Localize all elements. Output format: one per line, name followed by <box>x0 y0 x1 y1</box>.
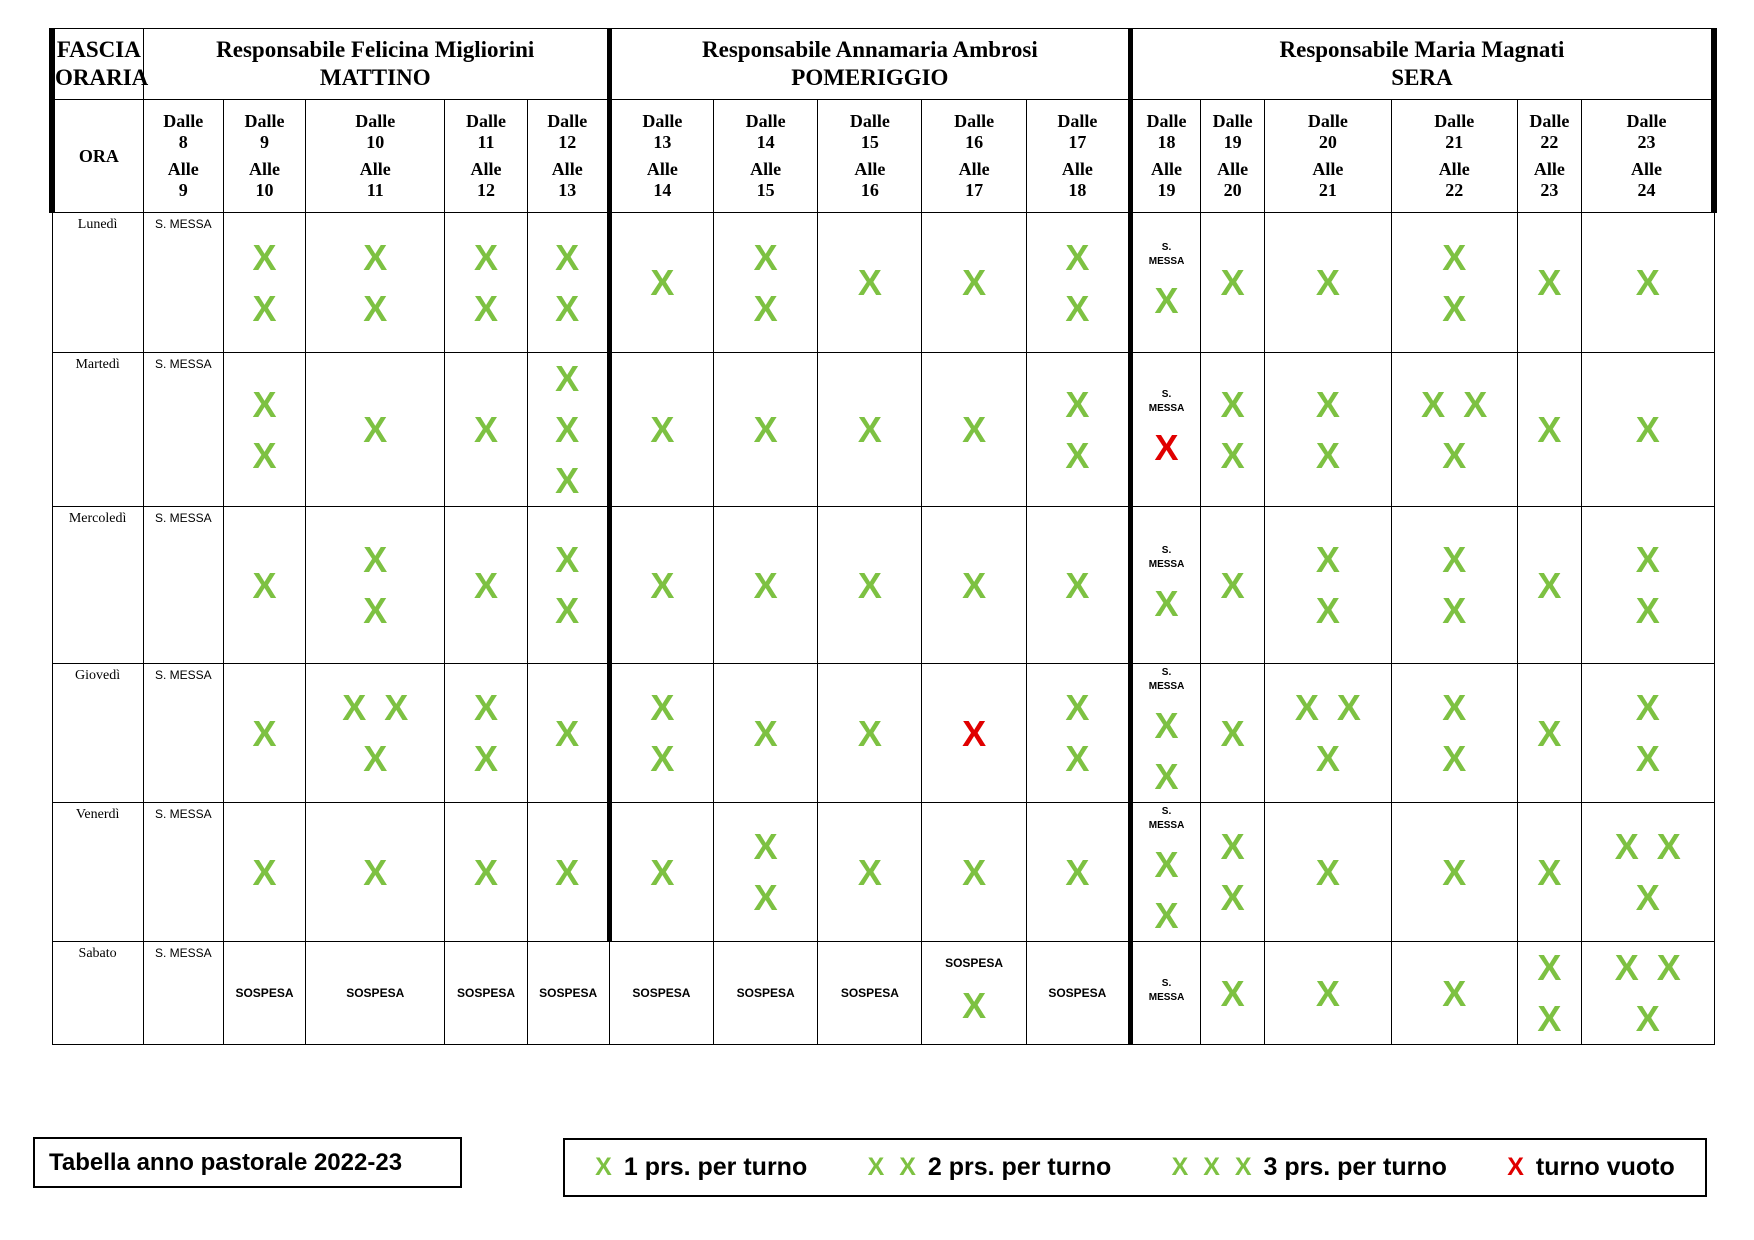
volunteer-mark: X <box>1442 738 1467 779</box>
shift-cell <box>1517 664 1581 803</box>
shift-cell <box>527 213 609 353</box>
volunteer-mark: X <box>363 409 388 450</box>
shift-cell <box>223 507 305 664</box>
volunteer-mark: X <box>1336 687 1361 728</box>
legend <box>563 1138 1707 1197</box>
shift-cell <box>1265 213 1391 353</box>
volunteer-mark: X <box>650 409 675 450</box>
shift-cell <box>1517 942 1581 1045</box>
volunteer-mark: X <box>1442 590 1467 631</box>
volunteer-mark: X <box>473 236 498 278</box>
table-title-box: Tabella anno pastorale 2022-23 <box>33 1137 462 1188</box>
volunteer-mark: X <box>1442 687 1467 728</box>
shift-cell <box>306 507 445 664</box>
hour-header: Dalle 17 Alle 18 <box>1026 100 1130 213</box>
volunteer-mark: X <box>1315 539 1340 580</box>
volunteer-mark: X <box>1442 851 1467 893</box>
shift-cell <box>1130 803 1200 942</box>
shift-cell <box>306 803 445 942</box>
volunteer-mark: X <box>650 564 675 606</box>
volunteer-mark: X <box>1294 687 1319 728</box>
shift-cell <box>922 664 1026 803</box>
empty-shift-mark: X <box>1154 427 1179 468</box>
volunteer-mark: X <box>384 687 409 728</box>
hour-header: Dalle 16 Alle 17 <box>922 100 1026 213</box>
volunteer-mark: X <box>857 262 882 303</box>
shift-cell <box>1026 942 1130 1045</box>
shift-cell <box>818 803 922 942</box>
volunteer-mark: X <box>753 712 778 754</box>
shift-cell <box>1581 803 1714 942</box>
messa-note: S. MESSA <box>1148 389 1185 414</box>
shift-cell <box>1391 664 1517 803</box>
volunteer-mark: X <box>1656 826 1681 867</box>
hour-header: Dalle 11 Alle 12 <box>445 100 527 213</box>
sospesa-label: SOSPESA <box>632 986 691 1000</box>
volunteer-mark: X <box>1635 998 1660 1039</box>
volunteer-mark: X <box>962 851 987 893</box>
volunteer-mark: X <box>252 236 277 278</box>
volunteer-mark: X <box>1315 262 1340 303</box>
shift-cell: S. MESSA <box>143 664 223 803</box>
group-pomeriggio-header: Responsabile Annamaria Ambrosi POMERIGGIO <box>609 29 1130 100</box>
volunteer-mark: X <box>1315 851 1340 893</box>
shift-cell <box>818 942 922 1045</box>
volunteer-mark: X <box>1635 590 1660 631</box>
shift-cell <box>818 353 922 507</box>
shift-cell <box>1391 213 1517 353</box>
volunteer-mark: X <box>753 877 778 918</box>
shift-cell <box>527 942 609 1045</box>
volunteer-mark: X <box>363 590 388 631</box>
volunteer-mark: X <box>555 851 580 893</box>
shift-cell <box>445 803 527 942</box>
day-row <box>52 213 1714 353</box>
volunteer-mark: X <box>1656 947 1681 988</box>
shift-cell <box>609 664 713 803</box>
volunteer-mark: X <box>1421 383 1446 425</box>
volunteer-mark: X <box>1537 998 1562 1039</box>
volunteer-mark: X <box>1154 756 1179 797</box>
volunteer-mark: X <box>650 262 675 303</box>
shift-cell <box>306 353 445 507</box>
volunteer-mark: X <box>753 826 778 867</box>
volunteer-mark: X <box>1065 738 1090 779</box>
shift-cell <box>922 507 1026 664</box>
shift-cell <box>609 353 713 507</box>
shift-cell <box>609 942 713 1045</box>
volunteer-mark: X <box>650 687 675 728</box>
shift-cell <box>1517 803 1581 942</box>
shift-cell <box>714 803 818 942</box>
shift-cell <box>306 213 445 353</box>
hour-header: Dalle 8 Alle 9 <box>143 100 223 213</box>
volunteer-mark: X <box>363 851 388 893</box>
empty-shift-mark: X <box>962 712 987 754</box>
shift-cell <box>1391 803 1517 942</box>
shift-cell <box>223 664 305 803</box>
volunteer-mark: X <box>1220 712 1245 754</box>
hour-header: Dalle 20 Alle 21 <box>1265 100 1391 213</box>
shift-cell <box>714 942 818 1045</box>
volunteer-mark: X <box>1635 687 1660 728</box>
volunteer-mark: X <box>1065 434 1090 476</box>
volunteer-mark: X <box>650 738 675 779</box>
shift-cell <box>527 507 609 664</box>
shift-cell <box>1517 353 1581 507</box>
volunteer-mark: X <box>1220 383 1245 425</box>
hour-header: Dalle 22 Alle 23 <box>1517 100 1581 213</box>
day-name: Lunedì <box>52 213 143 353</box>
sospesa-label: SOSPESA <box>945 955 1004 970</box>
shift-cell <box>1391 353 1517 507</box>
volunteer-mark: X <box>1635 409 1660 450</box>
hour-header: Dalle 10 Alle 11 <box>306 100 445 213</box>
shift-cell <box>1201 664 1265 803</box>
volunteer-mark: X <box>1154 582 1179 624</box>
volunteer-mark: X <box>555 287 580 329</box>
volunteer-mark: X <box>1154 895 1179 936</box>
volunteer-mark: X <box>857 564 882 606</box>
volunteer-mark: X <box>363 738 388 779</box>
sospesa-label: SOSPESA <box>1048 986 1107 1000</box>
volunteer-mark: X <box>962 984 987 1026</box>
volunteer-mark: X <box>252 383 277 425</box>
volunteer-mark: X <box>1154 705 1179 746</box>
volunteer-mark: X <box>1065 564 1090 606</box>
volunteer-mark: X <box>1315 434 1340 476</box>
volunteer-mark: X <box>252 851 277 893</box>
sospesa-label: SOSPESA <box>736 986 795 1000</box>
day-row <box>52 664 1714 803</box>
volunteer-mark: X <box>1537 947 1562 988</box>
volunteer-mark: X <box>1065 383 1090 425</box>
shift-cell <box>223 213 305 353</box>
legend-item <box>1172 1153 1447 1182</box>
shift-cell <box>714 664 818 803</box>
volunteer-mark: X <box>962 262 987 303</box>
hour-header: Dalle 9 Alle 10 <box>223 100 305 213</box>
shift-cell <box>1517 213 1581 353</box>
shift-cell <box>1130 353 1200 507</box>
volunteer-mark: X <box>252 564 277 606</box>
messa-note: S. MESSA <box>1148 667 1185 692</box>
shift-cell <box>818 507 922 664</box>
day-row <box>52 507 1714 664</box>
volunteer-mark: X <box>1220 877 1245 918</box>
legend-mark: X X <box>867 1153 920 1181</box>
volunteer-mark: X <box>1442 236 1467 278</box>
volunteer-mark: X <box>857 712 882 754</box>
hour-header: Dalle 13 Alle 14 <box>609 100 713 213</box>
day-name: Mercoledì <box>52 507 143 664</box>
volunteer-mark: X <box>555 358 580 399</box>
shift-cell <box>922 353 1026 507</box>
sospesa-label: SOSPESA <box>456 986 516 1000</box>
volunteer-mark: X <box>1537 712 1562 754</box>
shift-cell <box>527 353 609 507</box>
day-row <box>52 803 1714 942</box>
volunteer-mark: X <box>1614 826 1639 867</box>
shift-cell <box>1201 507 1265 664</box>
shift-cell <box>445 353 527 507</box>
volunteer-mark: X <box>363 539 388 580</box>
shift-cell <box>714 353 818 507</box>
volunteer-mark: X <box>555 712 580 754</box>
shift-cell <box>1581 213 1714 353</box>
volunteer-mark: X <box>1442 539 1467 580</box>
volunteer-mark: X <box>1537 262 1562 303</box>
volunteer-mark: X <box>1442 434 1467 476</box>
volunteer-mark: X <box>555 590 580 631</box>
shift-cell <box>922 803 1026 942</box>
shift-cell <box>922 942 1026 1045</box>
volunteer-mark: X <box>363 236 388 278</box>
day-name: Venerdì <box>52 803 143 942</box>
day-name: Sabato <box>52 942 143 1045</box>
shift-cell <box>527 664 609 803</box>
volunteer-mark: X <box>342 687 367 728</box>
legend-item <box>1507 1153 1675 1182</box>
shift-cell <box>1201 803 1265 942</box>
legend-text: turno vuoto <box>1535 1153 1675 1181</box>
shift-cell: S. MESSA <box>143 507 223 664</box>
volunteer-mark: X <box>252 434 277 476</box>
day-row <box>52 353 1714 507</box>
shift-cell <box>223 353 305 507</box>
volunteer-mark: X <box>1442 972 1467 1014</box>
volunteer-mark: X <box>1154 844 1179 885</box>
volunteer-mark: X <box>857 851 882 893</box>
shift-cell <box>527 803 609 942</box>
volunteer-mark: X <box>753 409 778 450</box>
volunteer-mark: X <box>753 287 778 329</box>
group-sera-header: Responsabile Maria Magnati SERA <box>1130 29 1714 100</box>
volunteer-mark: X <box>1220 434 1245 476</box>
shift-cell: S. MESSA <box>143 942 223 1045</box>
shift-cell: S. MESSA <box>143 803 223 942</box>
legend-text: 2 prs. per turno <box>927 1153 1112 1181</box>
day-row <box>52 942 1714 1045</box>
volunteer-mark: X <box>473 564 498 606</box>
volunteer-mark: X <box>1315 383 1340 425</box>
shift-cell <box>609 213 713 353</box>
shift-cell <box>818 213 922 353</box>
volunteer-mark: X <box>1537 851 1562 893</box>
hour-header: Dalle 21 Alle 22 <box>1391 100 1517 213</box>
volunteer-mark: X <box>1635 738 1660 779</box>
shift-cell <box>1201 353 1265 507</box>
volunteer-mark: X <box>1065 236 1090 278</box>
shift-cell: S. MESSA <box>143 353 223 507</box>
messa-note: S. MESSA <box>1148 544 1185 570</box>
shift-cell <box>1517 507 1581 664</box>
shift-cell: S. MESSA <box>143 213 223 353</box>
shift-cell <box>1265 353 1391 507</box>
volunteer-mark: X <box>1220 826 1245 867</box>
legend-item <box>595 1153 807 1182</box>
shift-cell <box>1265 664 1391 803</box>
shift-cell <box>445 664 527 803</box>
volunteer-mark: X <box>1635 877 1660 918</box>
shift-cell <box>445 213 527 353</box>
fascia-oraria-header: FASCIA ORARIA <box>52 29 143 100</box>
volunteer-mark: X <box>555 460 580 501</box>
legend-mark: X X X <box>1171 1153 1256 1181</box>
volunteer-mark: X <box>555 236 580 278</box>
shift-cell <box>1581 942 1714 1045</box>
volunteer-mark: X <box>1537 409 1562 450</box>
messa-note: S. MESSA <box>1148 806 1185 831</box>
volunteer-mark: X <box>473 738 498 779</box>
volunteer-mark: X <box>252 287 277 329</box>
sospesa-label: SOSPESA <box>840 986 899 1000</box>
sospesa-label: SOSPESA <box>346 986 405 1000</box>
shift-cell <box>1201 942 1265 1045</box>
volunteer-mark: X <box>1614 947 1639 988</box>
volunteer-mark: X <box>1065 851 1090 893</box>
volunteer-mark: X <box>753 564 778 606</box>
legend-mark: X <box>595 1153 616 1181</box>
shift-cell <box>1391 507 1517 664</box>
hour-header: Dalle 14 Alle 15 <box>714 100 818 213</box>
volunteer-mark: X <box>1315 972 1340 1014</box>
shift-cell <box>306 664 445 803</box>
volunteer-mark: X <box>1315 738 1340 779</box>
shift-cell <box>1265 507 1391 664</box>
legend-mark: X <box>1507 1153 1528 1181</box>
sospesa-label: SOSPESA <box>539 986 598 1000</box>
shift-cell <box>1265 942 1391 1045</box>
ora-header: ORA <box>52 100 143 213</box>
volunteer-mark: X <box>1065 687 1090 728</box>
volunteer-mark: X <box>962 409 987 450</box>
hour-header: Dalle 12 Alle 13 <box>527 100 609 213</box>
volunteer-mark: X <box>252 712 277 754</box>
volunteer-mark: X <box>1154 280 1179 321</box>
shift-cell <box>1026 353 1130 507</box>
shift-cell <box>1130 942 1200 1045</box>
volunteer-mark: X <box>473 851 498 893</box>
shift-cell <box>609 803 713 942</box>
volunteer-mark: X <box>650 851 675 893</box>
legend-text: 1 prs. per turno <box>623 1153 808 1181</box>
shift-cell <box>1201 213 1265 353</box>
day-name: Giovedì <box>52 664 143 803</box>
shift-cell <box>1581 353 1714 507</box>
shift-cell <box>609 507 713 664</box>
shift-cell <box>1391 942 1517 1045</box>
shift-cell <box>223 942 305 1045</box>
volunteer-mark: X <box>555 409 580 450</box>
shift-cell <box>714 507 818 664</box>
volunteer-mark: X <box>363 287 388 329</box>
volunteer-mark: X <box>1315 590 1340 631</box>
volunteer-mark: X <box>473 409 498 450</box>
hour-header: Dalle 19 Alle 20 <box>1201 100 1265 213</box>
volunteer-mark: X <box>857 409 882 450</box>
schedule-table <box>49 28 1717 1045</box>
volunteer-mark: X <box>753 236 778 278</box>
volunteer-mark: X <box>1220 262 1245 303</box>
volunteer-mark: X <box>1463 383 1488 425</box>
volunteer-mark: X <box>473 287 498 329</box>
shift-cell <box>818 664 922 803</box>
volunteer-mark: X <box>1220 972 1245 1014</box>
volunteer-mark: X <box>1635 539 1660 580</box>
shift-cell <box>1026 213 1130 353</box>
shift-cell <box>1026 803 1130 942</box>
legend-item <box>868 1153 1112 1182</box>
volunteer-mark: X <box>473 687 498 728</box>
volunteer-mark: X <box>1220 564 1245 606</box>
shift-cell <box>1026 664 1130 803</box>
shift-cell <box>714 213 818 353</box>
volunteer-mark: X <box>1065 287 1090 329</box>
hour-header: Dalle 18 Alle 19 <box>1130 100 1200 213</box>
volunteer-mark: X <box>962 564 987 606</box>
shift-cell <box>1581 664 1714 803</box>
hour-header: Dalle 23 Alle 24 <box>1581 100 1714 213</box>
legend-text: 3 prs. per turno <box>1263 1153 1447 1181</box>
day-name: Martedì <box>52 353 143 507</box>
shift-cell <box>1581 507 1714 664</box>
volunteer-mark: X <box>1442 287 1467 329</box>
shift-cell <box>1265 803 1391 942</box>
shift-cell <box>1130 664 1200 803</box>
volunteer-mark: X <box>1635 262 1660 303</box>
sospesa-label: SOSPESA <box>235 986 294 1000</box>
shift-cell <box>445 507 527 664</box>
shift-cell <box>1026 507 1130 664</box>
shift-cell <box>1130 507 1200 664</box>
volunteer-mark: X <box>1537 564 1562 606</box>
shift-cell <box>445 942 527 1045</box>
shift-cell <box>1130 213 1200 353</box>
shift-cell <box>223 803 305 942</box>
hour-header: Dalle 15 Alle 16 <box>818 100 922 213</box>
messa-note: S. MESSA <box>1148 978 1185 1003</box>
shift-cell <box>306 942 445 1045</box>
shift-cell <box>922 213 1026 353</box>
messa-note: S. MESSA <box>1148 242 1185 267</box>
group-mattino-header: Responsabile Felicina Migliorini MATTINO <box>143 29 609 100</box>
volunteer-mark: X <box>555 539 580 580</box>
